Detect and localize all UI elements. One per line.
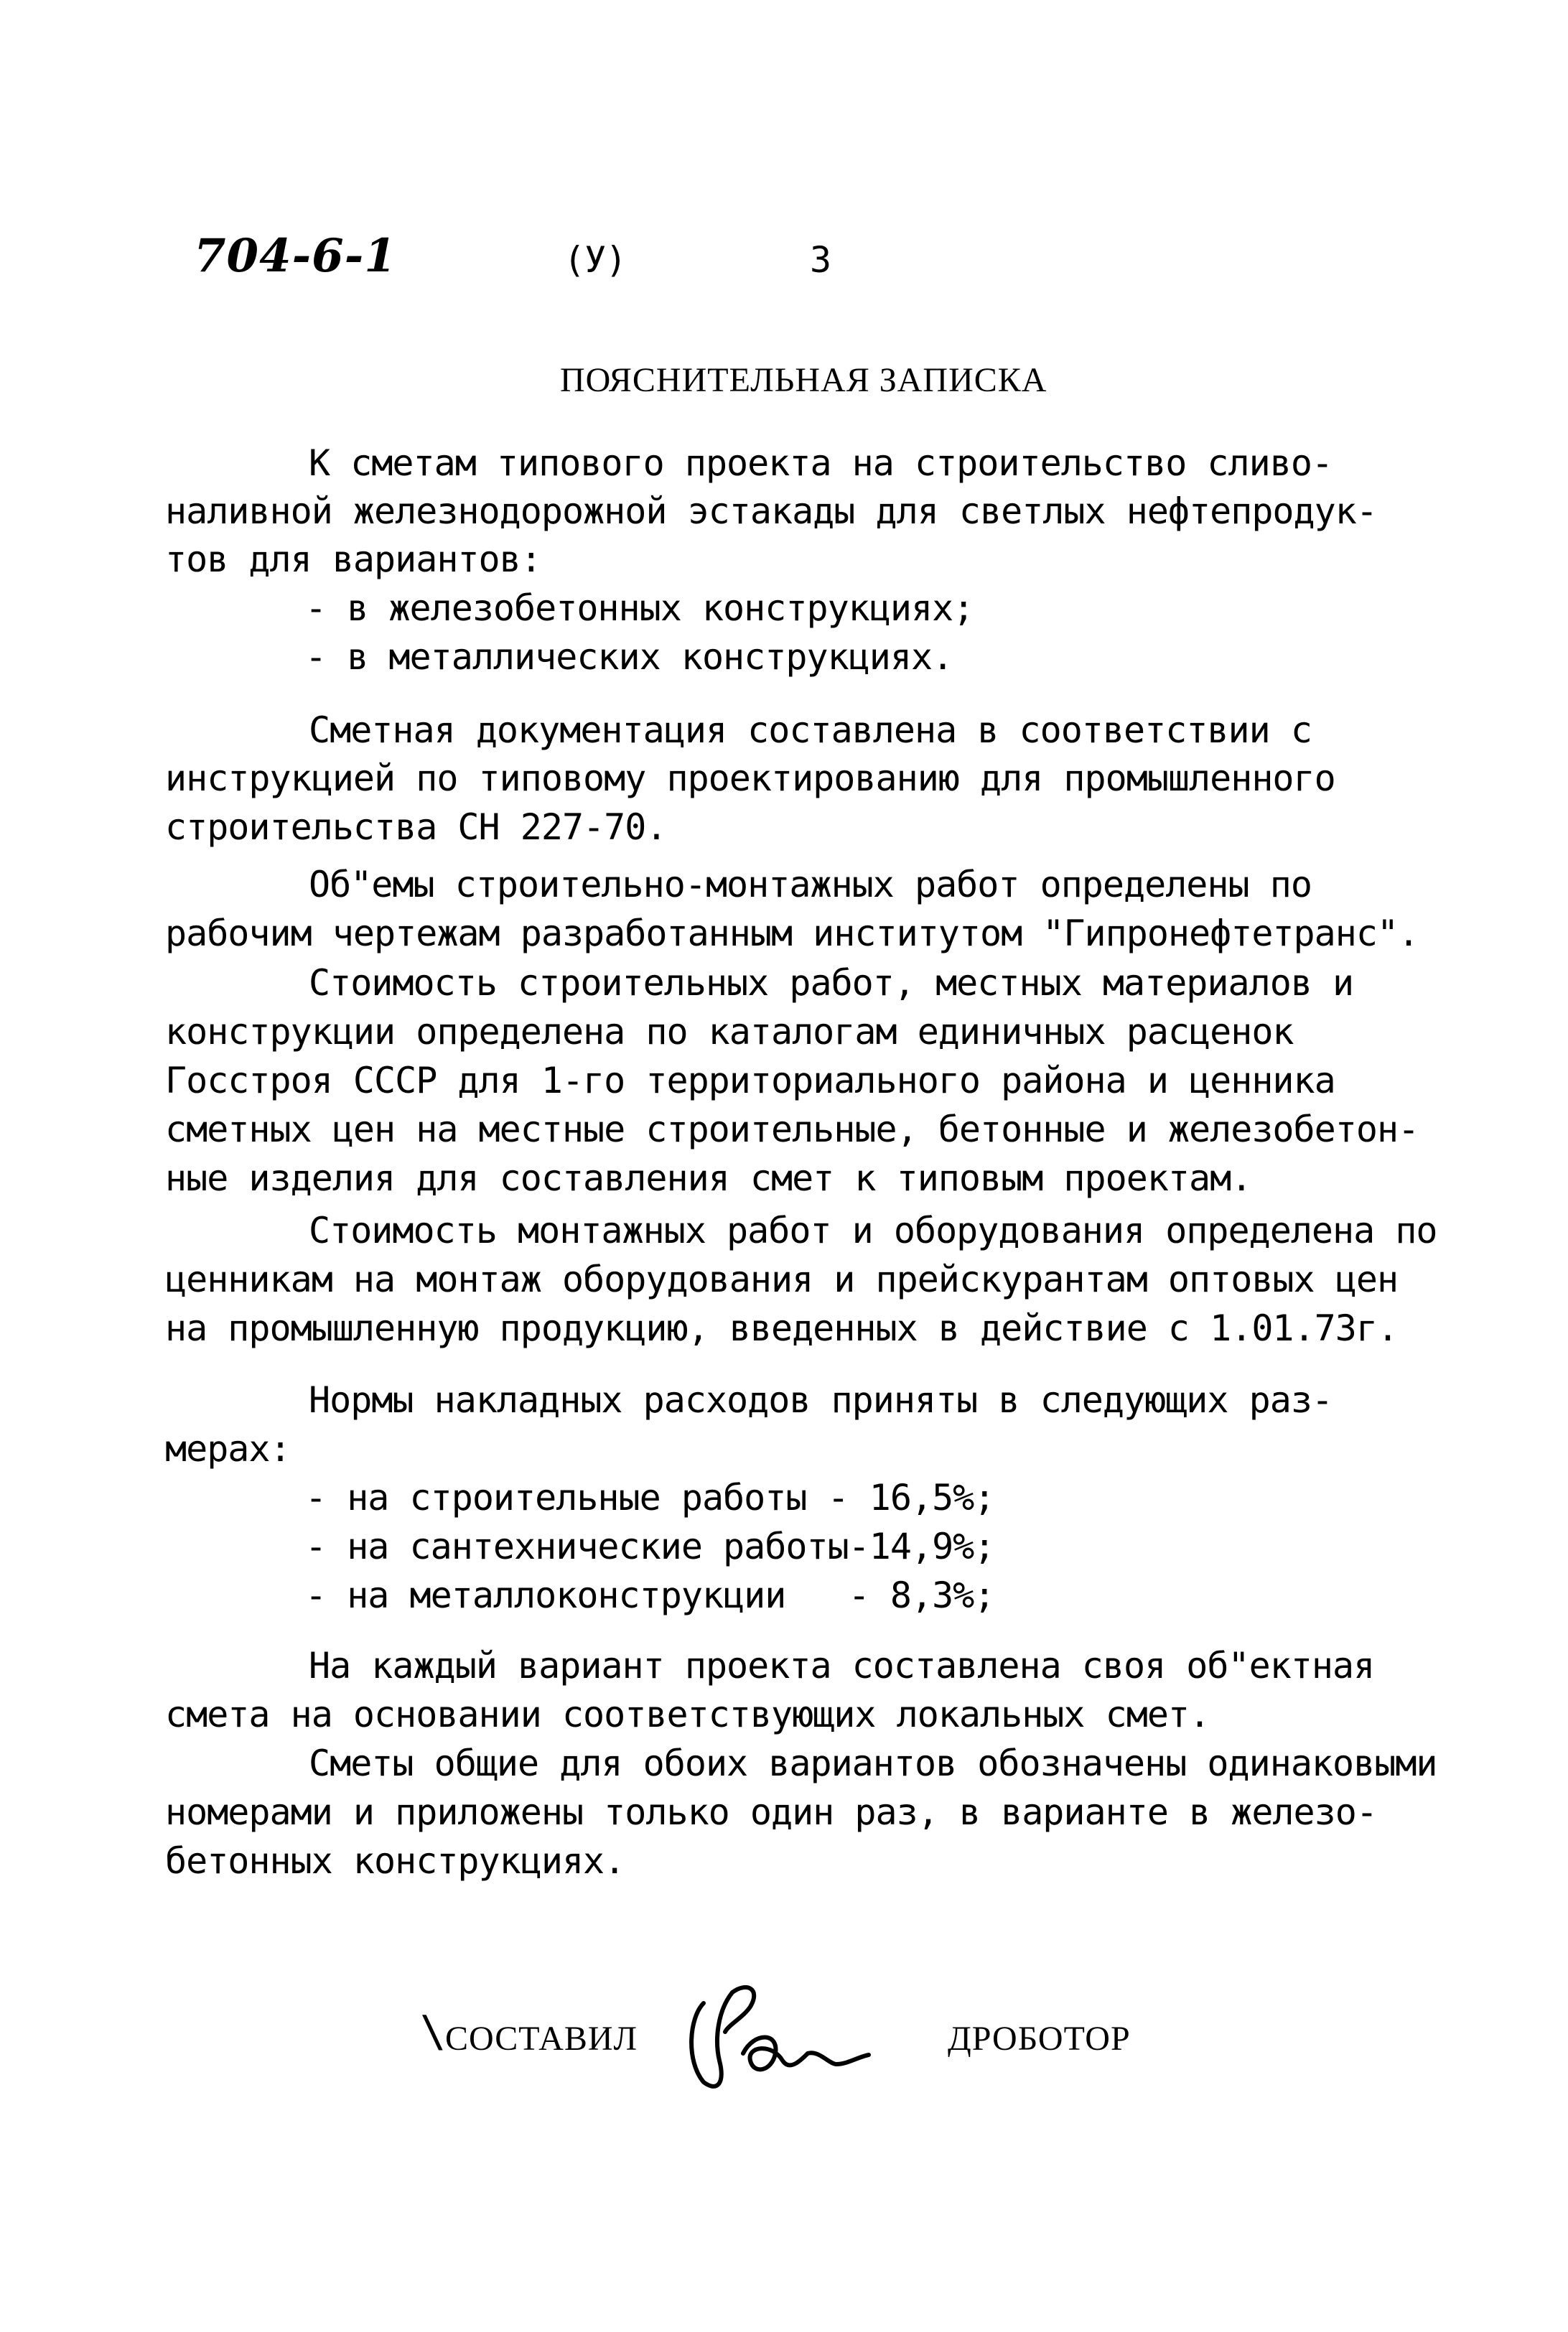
text-line: рабочим чертежам разработанным институтом "Гипронефтетранс". — [165, 913, 1419, 954]
text-line: тов для вариантов: — [165, 538, 541, 580]
text-line: Сметная документация составлена в соответствии с — [309, 709, 1312, 751]
text-line: - на металлоконструкции - 8,3%; — [305, 1575, 995, 1616]
signature-mark: \ — [420, 2007, 446, 2057]
text-line: строительства СН 227-70. — [165, 806, 667, 848]
text-line: Об"емы строительно-монтажных работ определены по — [309, 864, 1312, 905]
text-line: смета на основании соответствующих локальных смет. — [165, 1694, 1210, 1735]
handwritten-signature — [675, 1974, 883, 2097]
text-line: - в железобетонных конструкциях; — [305, 587, 974, 629]
signature-label: СОСТАВИЛ — [445, 2020, 638, 2058]
text-line: - в металлических конструкциях. — [305, 636, 953, 678]
text-line: На каждый вариант проекта составлена своя об"ектная — [309, 1645, 1375, 1687]
page-number: 3 — [810, 239, 831, 281]
text-line: Сметы общие для обоих вариантов обозначены одинаковыми — [309, 1743, 1437, 1784]
text-line: бетонных конструкциях. — [165, 1840, 625, 1882]
text-line: Стоимость строительных работ, местных материалов и — [309, 962, 1354, 1004]
text-line: Госстроя СССР для 1-го территориального района и ценника — [165, 1060, 1335, 1101]
doc-mark: (У) — [564, 239, 627, 281]
text-line: инструкцией по типовому проектированию для промышленного — [165, 757, 1335, 799]
page-title: ПОЯСНИТЕЛЬНАЯ ЗАПИСКА — [560, 361, 1047, 399]
text-line: Стоимость монтажных работ и оборудования определена по — [309, 1210, 1437, 1251]
text-line: ценникам на монтаж оборудования и прейскурантам оптовых цен — [165, 1259, 1399, 1300]
text-line: на промышленную продукцию, введенных в действие с 1.01.73г. — [165, 1307, 1399, 1349]
text-line: К сметам типового проекта на строительство сливо- — [309, 442, 1333, 484]
text-line: Нормы накладных расходов приняты в следующих раз- — [309, 1379, 1333, 1421]
signature-name: ДРОБОТОР — [948, 2020, 1131, 2058]
text-line: наливной железнодорожной эстакады для светлых нефтепродук- — [165, 490, 1377, 532]
text-line: номерами и приложены только один раз, в варианте в железо- — [165, 1791, 1377, 1833]
text-line: ные изделия для составления смет к типовым проектам. — [165, 1157, 1252, 1199]
text-line: мерах: — [165, 1428, 291, 1470]
handwritten-doc-number: 704-6-1 — [194, 229, 397, 283]
text-line: - на сантехнические работы-14,9%; — [305, 1526, 995, 1567]
text-line: - на строительные работы - 16,5%; — [305, 1477, 995, 1519]
text-line: сметных цен на местные строительные, бетонные и железобетон- — [165, 1109, 1419, 1150]
text-line: конструкции определена по каталогам единичных расценок — [165, 1011, 1294, 1053]
